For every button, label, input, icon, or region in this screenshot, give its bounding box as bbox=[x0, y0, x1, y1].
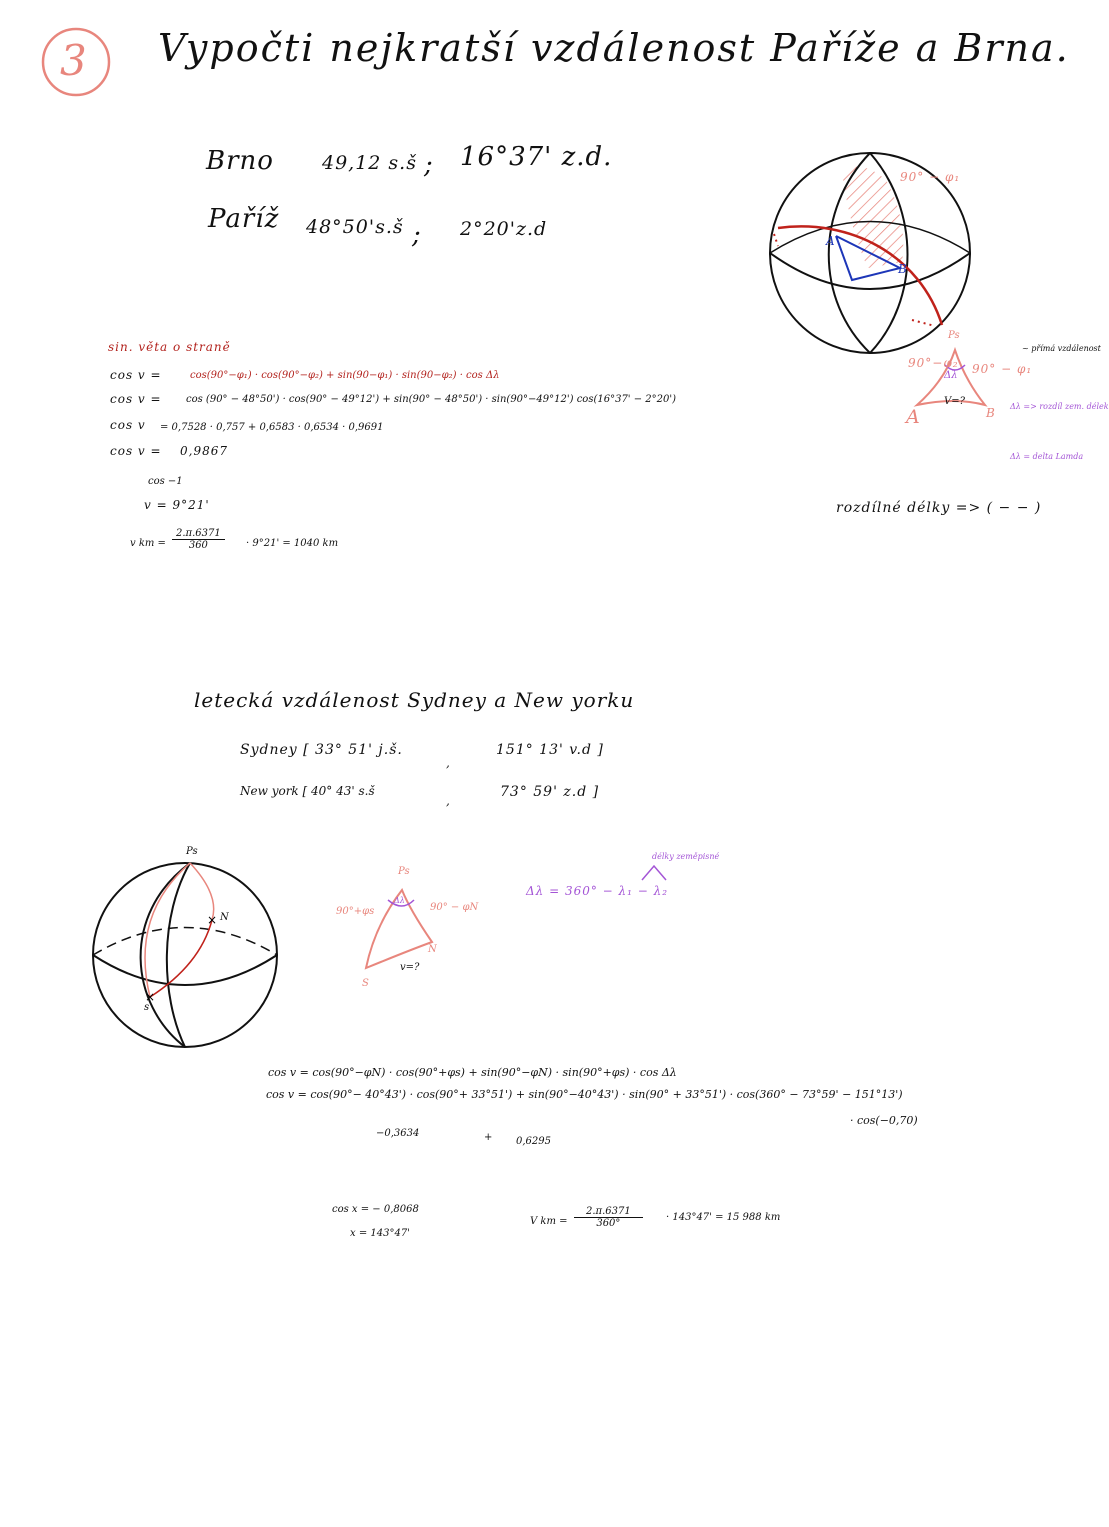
pariz-label: Paříž bbox=[208, 204, 280, 234]
triangle1-right-side: 90° − φ₁ bbox=[972, 362, 1033, 376]
triangle2-delta-lambda: Δλ bbox=[394, 896, 405, 905]
sphere-angle-label: 90° − φ₁ bbox=[900, 170, 961, 184]
triangle2-left-side: 90°+φs bbox=[336, 906, 375, 917]
calc2-vkm-lhs: V km = bbox=[530, 1216, 568, 1227]
eq4-rhs: 0,9867 bbox=[180, 444, 228, 458]
brno-latitude: 49,12 s.š bbox=[322, 152, 417, 174]
triangle2-s: S bbox=[362, 978, 369, 989]
ny-coords: New york [ 40° 43' s.š bbox=[240, 784, 375, 798]
calc2-vkm-numerator: 2.π.6371 bbox=[574, 1206, 643, 1218]
calc2-val2: 0,6295 bbox=[516, 1136, 551, 1147]
triangle2-right-side: 90° − φN bbox=[430, 902, 479, 913]
eq2-lhs: cos v = bbox=[110, 392, 162, 406]
eq1-lhs: cos v = bbox=[110, 368, 162, 382]
calc2-cosx: cos x = − 0,8068 bbox=[332, 1204, 419, 1215]
vkm-numerator: 2.π.6371 bbox=[172, 528, 225, 540]
brno-longitude: 16°37' z.d. bbox=[460, 142, 613, 172]
ny-longitude: 73° 59' z.d ] bbox=[500, 784, 600, 800]
calc2-val1: −0,3634 bbox=[376, 1128, 420, 1139]
sphere-diagram-sydney-ny bbox=[90, 855, 290, 1055]
calc2-vkm-rhs: · 143°47' = 15 988 km bbox=[666, 1212, 781, 1223]
svg-text:×: × bbox=[145, 990, 156, 1004]
pariz-longitude: 2°20'z.d bbox=[460, 218, 548, 240]
pariz-separator: ; bbox=[412, 220, 422, 250]
sphere2-ny-point: N bbox=[220, 912, 229, 923]
note-different-longitudes: rozdílné délky => ( − − ) bbox=[836, 500, 1042, 516]
hatched-area bbox=[842, 167, 903, 268]
arc-to-ny bbox=[190, 863, 214, 920]
triangle2-pole: Ps bbox=[398, 866, 410, 877]
triangle1-delta-lambda: Δλ bbox=[944, 370, 958, 381]
delta-lambda-formula: Δλ = 360° − λ₁ − λ₂ bbox=[526, 884, 669, 898]
eq2-rhs: cos (90° − 48°50') · cos(90° − 49°12') + sin(90° − 48°50') · sin(90°−49°12') cos(16°37' − 2°20') bbox=[186, 394, 677, 405]
triangle1-pole: Ps bbox=[948, 330, 960, 341]
calc2-vkm-denominator: 360° bbox=[596, 1218, 621, 1229]
eq3-lhs: cos v bbox=[110, 418, 146, 432]
triangle2-n: N bbox=[428, 944, 437, 955]
note-delta-lamda: Δλ = delta Lamda bbox=[1010, 452, 1084, 461]
calc2-eq1: cos v = cos(90°−φN) · cos(90°+φs) + sin(90°−φN) · sin(90°+φs) · cos Δλ bbox=[268, 1066, 677, 1079]
triangle1-b: B bbox=[986, 406, 996, 420]
ny-separator: , bbox=[446, 794, 451, 808]
sphere-point-b: B bbox=[898, 262, 908, 276]
vkm-lhs: v km = bbox=[130, 538, 166, 549]
dotted-mark-left bbox=[774, 234, 778, 246]
sydney-coords: Sydney [ 33° 51' j.š. bbox=[240, 742, 403, 758]
sydney-longitude: 151° 13' v.d ] bbox=[496, 742, 604, 758]
triangle1-v: V=? bbox=[944, 396, 965, 407]
vkm-fraction bbox=[172, 528, 225, 551]
inverse-cos: cos −1 bbox=[148, 476, 183, 487]
calc2-vkm-fraction bbox=[574, 1206, 643, 1229]
triangle2-v: v=? bbox=[400, 962, 420, 973]
eq3-rhs: = 0,7528 · 0,757 + 0,6583 · 0,6534 · 0,9691 bbox=[160, 422, 384, 433]
brno-label: Brno bbox=[206, 146, 274, 176]
exercise-number: 3 bbox=[60, 36, 87, 85]
sphere-point-a: A bbox=[826, 234, 836, 248]
calc2-plus: + bbox=[484, 1132, 493, 1143]
svg-text:×: × bbox=[207, 913, 218, 927]
note-longitudes: délky zeměpisné bbox=[652, 852, 720, 861]
sphere2-sydney-point: s bbox=[144, 1002, 150, 1013]
calc2-eq2: cos v = cos(90°− 40°43') · cos(90°+ 33°51') + sin(90°−40°43') · sin(90° + 33°51') · cos(360° − 73°59' − 151°13') bbox=[266, 1088, 903, 1101]
brno-separator: ; bbox=[424, 150, 434, 180]
eq1-rhs: cos(90°−φ₁) · cos(90°−φ₂) + sin(90−φ₁) · sin(90−φ₂) · cos Δλ bbox=[190, 370, 500, 381]
note-direct-distance: ~ přímá vzdálenost bbox=[1022, 344, 1101, 353]
dotted-mark bbox=[912, 320, 935, 326]
formula-caret bbox=[640, 862, 670, 882]
note-delta-lambda-meaning: Δλ => rozdíl zem. délek bbox=[1010, 402, 1109, 411]
eq4-lhs: cos v = bbox=[110, 444, 162, 458]
law-title: sin. věta o straně bbox=[108, 340, 231, 354]
triangle1-a: A bbox=[906, 406, 921, 428]
calc2-eq3: · cos(−0,70) bbox=[850, 1114, 918, 1127]
result-angle: v = 9°21' bbox=[144, 498, 210, 512]
triangle1-left-side: 90°−φ₂ bbox=[908, 356, 959, 370]
pariz-latitude: 48°50's.š bbox=[306, 216, 404, 238]
page-title: Vypočti nejkratší vzdálenost Paříže a Brna. bbox=[158, 26, 1070, 70]
sydney-separator: , bbox=[446, 756, 451, 770]
vkm-rhs: · 9°21' = 1040 km bbox=[246, 538, 339, 549]
vkm-denominator: 360 bbox=[188, 540, 208, 551]
calc2-x: x = 143°47' bbox=[350, 1228, 410, 1239]
section2-title: letecká vzdálenost Sydney a New yorku bbox=[194, 688, 635, 712]
sphere2-pole: Ps bbox=[186, 846, 198, 857]
